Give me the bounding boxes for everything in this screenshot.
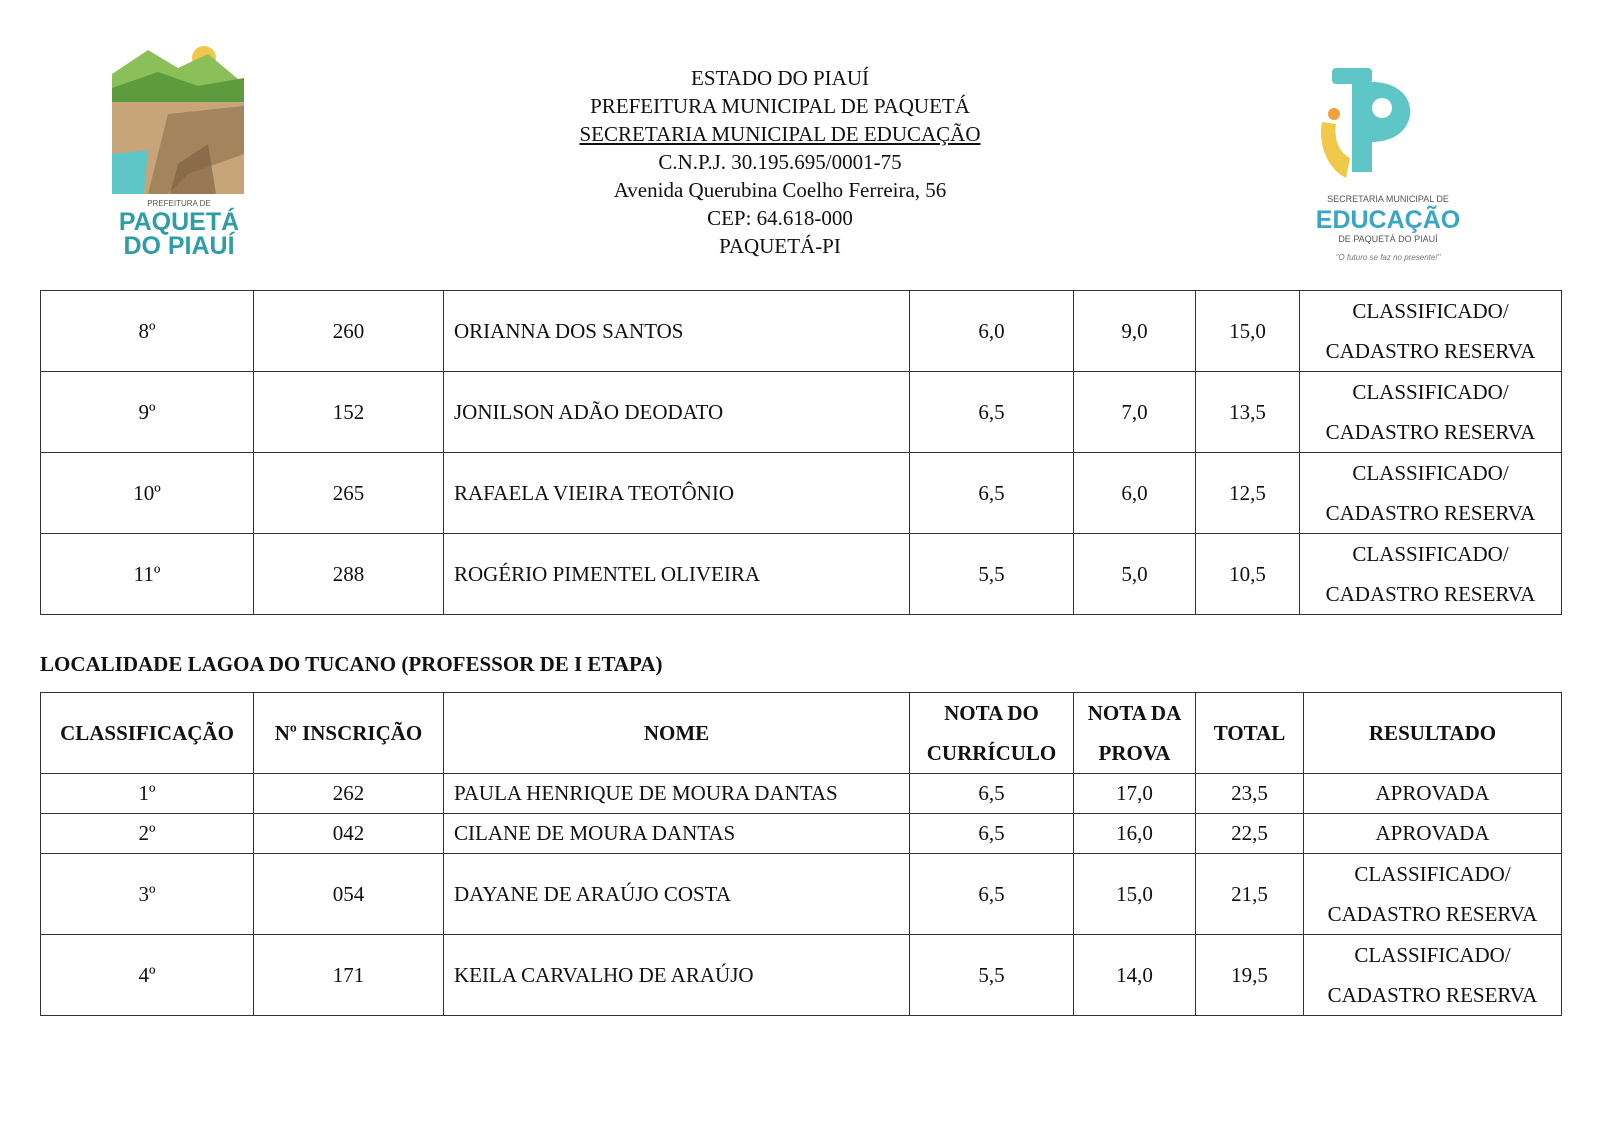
cell-name: DAYANE DE ARAÚJO COSTA — [444, 854, 910, 935]
header-classificacao: CLASSIFICAÇÃO — [41, 693, 254, 774]
header-state: ESTADO DO PIAUÍ — [691, 66, 869, 90]
logo-right-line1: SECRETARIA MUNICIPAL DE — [1327, 194, 1449, 204]
results-table-lagoa-do-tucano — [40, 692, 1562, 1016]
result-line2: CADASTRO RESERVA — [1327, 902, 1538, 926]
header-prova-line2: PROVA — [1098, 741, 1171, 765]
cell-exam-score: 16,0 — [1074, 814, 1196, 854]
logo-right-line3: DE PAQUETÁ DO PIAUÍ — [1338, 234, 1438, 244]
cell-position: 10º — [41, 453, 254, 534]
table-row — [41, 814, 1562, 854]
table-row — [41, 935, 1562, 1016]
result-line2: CADASTRO RESERVA — [1325, 420, 1536, 444]
cell-inscription: 260 — [254, 291, 444, 372]
cell-inscription: 042 — [254, 814, 444, 854]
cell-result — [1300, 453, 1562, 534]
cell-result — [1300, 372, 1562, 453]
header-total: TOTAL — [1196, 693, 1304, 774]
table-row — [41, 453, 1562, 534]
cell-name: CILANE DE MOURA DANTAS — [444, 814, 910, 854]
result-line1: CLASSIFICADO/ — [1354, 943, 1511, 967]
cell-curriculum-score: 6,0 — [910, 291, 1074, 372]
logo-left-line2: PAQUETÁ — [118, 208, 240, 236]
header-prova-line1: NOTA DA — [1087, 701, 1182, 725]
cell-inscription: 265 — [254, 453, 444, 534]
cell-result — [1304, 935, 1562, 1016]
cell-curriculum-score: 6,5 — [910, 854, 1074, 935]
cell-position: 8º — [41, 291, 254, 372]
result-line2: CADASTRO RESERVA — [1325, 501, 1536, 525]
cell-inscription: 171 — [254, 935, 444, 1016]
result-line1: CLASSIFICADO/ — [1352, 299, 1509, 323]
result-line2: CADASTRO RESERVA — [1325, 339, 1536, 363]
cell-name: ROGÉRIO PIMENTEL OLIVEIRA — [444, 534, 910, 615]
cell-curriculum-score: 6,5 — [910, 814, 1074, 854]
header-secretaria: SECRETARIA MUNICIPAL DE EDUCAÇÃO — [579, 122, 981, 146]
header-resultado: RESULTADO — [1304, 693, 1562, 774]
cell-exam-score: 6,0 — [1074, 453, 1196, 534]
cell-total: 19,5 — [1196, 935, 1304, 1016]
results-table-continued — [40, 290, 1562, 615]
cell-position: 9º — [41, 372, 254, 453]
cell-result — [1300, 291, 1562, 372]
cell-exam-score: 17,0 — [1074, 774, 1196, 814]
secretaria-educacao-logo — [1312, 62, 1472, 272]
table-header-row — [41, 693, 1562, 774]
cell-name: RAFAELA VIEIRA TEOTÔNIO — [444, 453, 910, 534]
cell-total: 10,5 — [1196, 534, 1300, 615]
cell-inscription: 288 — [254, 534, 444, 615]
header-city: PAQUETÁ-PI — [719, 234, 841, 258]
cell-result: APROVADA — [1304, 814, 1562, 854]
header-curriculo — [910, 693, 1074, 774]
cell-inscription: 262 — [254, 774, 444, 814]
result-line2: CADASTRO RESERVA — [1327, 983, 1538, 1007]
table-row — [41, 291, 1562, 372]
cell-position: 3º — [41, 854, 254, 935]
cell-curriculum-score: 5,5 — [910, 935, 1074, 1016]
result-line1: CLASSIFICADO/ — [1352, 461, 1509, 485]
cell-result — [1304, 854, 1562, 935]
cell-position: 1º — [41, 774, 254, 814]
cell-exam-score: 15,0 — [1074, 854, 1196, 935]
cell-exam-score: 14,0 — [1074, 935, 1196, 1016]
cell-curriculum-score: 6,5 — [910, 372, 1074, 453]
header-curriculo-line2: CURRÍCULO — [926, 741, 1057, 765]
cell-total: 21,5 — [1196, 854, 1304, 935]
cell-name: JONILSON ADÃO DEODATO — [444, 372, 910, 453]
table-row — [41, 372, 1562, 453]
cell-position: 2º — [41, 814, 254, 854]
cell-position: 11º — [41, 534, 254, 615]
result-line1: CLASSIFICADO/ — [1354, 862, 1511, 886]
result-line1: CLASSIFICADO/ — [1352, 542, 1509, 566]
result-line2: CADASTRO RESERVA — [1325, 582, 1536, 606]
cell-name: PAULA HENRIQUE DE MOURA DANTAS — [444, 774, 910, 814]
header-address: Avenida Querubina Coelho Ferreira, 56 — [613, 178, 947, 202]
prefeitura-logo — [108, 44, 250, 264]
cell-result: APROVADA — [1304, 774, 1562, 814]
cell-result — [1300, 534, 1562, 615]
cell-curriculum-score: 6,5 — [910, 774, 1074, 814]
section-title: LOCALIDADE LAGOA DO TUCANO (PROFESSOR DE I ETAPA) — [40, 652, 663, 676]
logo-left-line3: DO PIAUÍ — [123, 232, 235, 260]
cell-total: 13,5 — [1196, 372, 1300, 453]
cell-total: 15,0 — [1196, 291, 1300, 372]
cell-name: KEILA CARVALHO DE ARAÚJO — [444, 935, 910, 1016]
logo-left-line1: PREFEITURA DE — [147, 199, 211, 208]
cell-exam-score: 9,0 — [1074, 291, 1196, 372]
header-prova — [1074, 693, 1196, 774]
logo-right-line2: EDUCAÇÃO — [1315, 206, 1461, 234]
cell-exam-score: 5,0 — [1074, 534, 1196, 615]
cell-curriculum-score: 6,5 — [910, 453, 1074, 534]
table-row — [41, 854, 1562, 935]
cell-total: 12,5 — [1196, 453, 1300, 534]
header-curriculo-line1: NOTA DO — [944, 701, 1039, 725]
document-header — [0, 0, 1600, 280]
cell-total: 23,5 — [1196, 774, 1304, 814]
cell-curriculum-score: 5,5 — [910, 534, 1074, 615]
table-row — [41, 534, 1562, 615]
cell-position: 4º — [41, 935, 254, 1016]
header-nome: NOME — [444, 693, 910, 774]
cell-inscription: 054 — [254, 854, 444, 935]
header-text-block — [500, 64, 1060, 260]
logo-right-line4: "O futuro se faz no presente!" — [1335, 253, 1441, 262]
cell-exam-score: 7,0 — [1074, 372, 1196, 453]
header-prefeitura: PREFEITURA MUNICIPAL DE PAQUETÁ — [590, 94, 970, 118]
table-row — [41, 774, 1562, 814]
header-cnpj: C.N.P.J. 30.195.695/0001-75 — [658, 150, 902, 174]
header-inscricao: Nº INSCRIÇÃO — [254, 693, 444, 774]
header-cep: CEP: 64.618-000 — [707, 206, 853, 230]
cell-inscription: 152 — [254, 372, 444, 453]
cell-name: ORIANNA DOS SANTOS — [444, 291, 910, 372]
result-line1: CLASSIFICADO/ — [1352, 380, 1509, 404]
cell-total: 22,5 — [1196, 814, 1304, 854]
